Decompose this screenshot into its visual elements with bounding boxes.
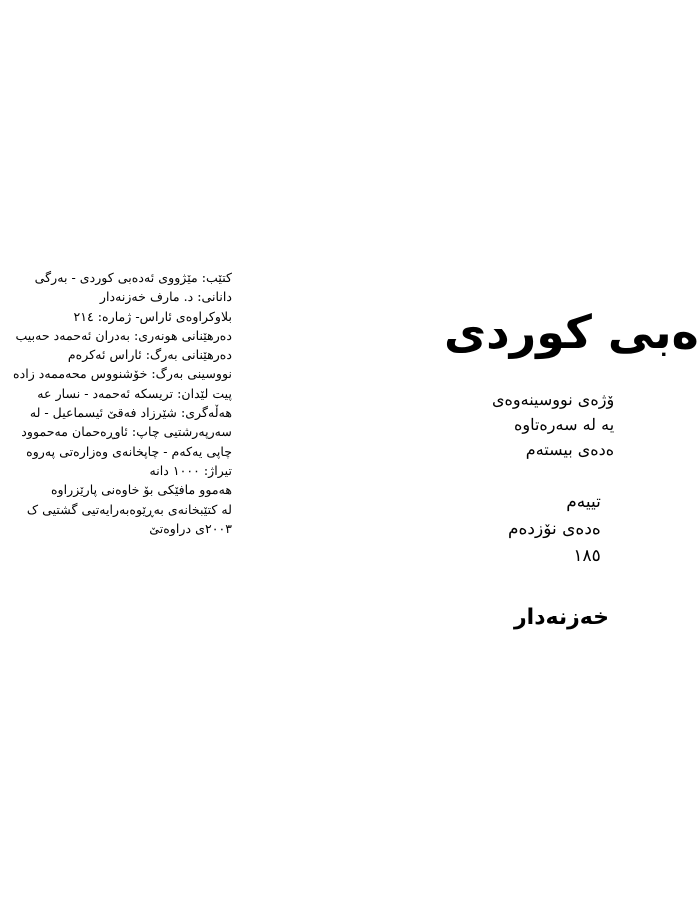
colophon-line-typesetting: پیت لێدان: تریسکە ئەحمەد - نسار عە: [37, 385, 232, 401]
volume-line: ١٨٥: [573, 546, 601, 566]
colophon-line-rights: هەموو مافێکی بۆ خاوەنی پارێزراوە: [50, 482, 232, 498]
book-subtitle: [492, 387, 614, 462]
book-title: ەبی کوردی: [444, 305, 699, 359]
subtitle-line: ەدەی بیستەم: [525, 440, 615, 459]
subtitle-line: یە لە سەرەتاوە: [513, 415, 615, 434]
volume-line: تییەم: [566, 492, 601, 512]
colophon-line-author: دانانی: د. مارف خەزنەدار: [99, 289, 232, 305]
colophon-line-cover-calligraphy: نووسینی بەرگ: خۆشنووس محەممەد زادە: [12, 366, 232, 382]
colophon-line-book: کتێب: مێژووی ئەدەبی کوردی - بەرگی: [34, 270, 232, 285]
author-name: خەزنەدار: [514, 605, 609, 630]
colophon-block: [13, 268, 232, 538]
colophon-line-publication-number: بلاوکراوەی ئاراس- ژمارە: ٢١٤: [73, 308, 232, 324]
colophon-line-year: ٢٠٠٣ی دراوەتێ: [149, 520, 232, 536]
colophon-line-print-run: تیراژ: ١٠٠٠ دانە: [149, 462, 232, 478]
colophon-line-cover-design: دەرهێنانی بەرگ: ئاراس ئەکرەم: [67, 347, 232, 363]
colophon-line-first-edition: چاپی یەکەم - چاپخانەی وەزارەتی پەروە: [26, 443, 232, 459]
colophon-line-print-supervision: سەرپەرشتیی چاپ: ئاوڕەحمان مەحموود: [21, 424, 232, 440]
volume-info: [508, 489, 601, 570]
subtitle-line: ۆژەی نووسینەوەی: [492, 390, 615, 409]
colophon-line-proofreading: هەڵەگری: شێرزاد فەقێ ئیسماعیل - لە: [29, 405, 232, 421]
colophon-line-art-direction: دەرهێنانی هونەری: بەدران ئەحمەد حەبیب: [15, 327, 232, 343]
volume-line: ەدەی نۆزدەم: [508, 519, 601, 539]
colophon-line-library: لە کتێبخانەی بەڕێوەبەرایەتیی گشتیی ک: [26, 501, 232, 517]
